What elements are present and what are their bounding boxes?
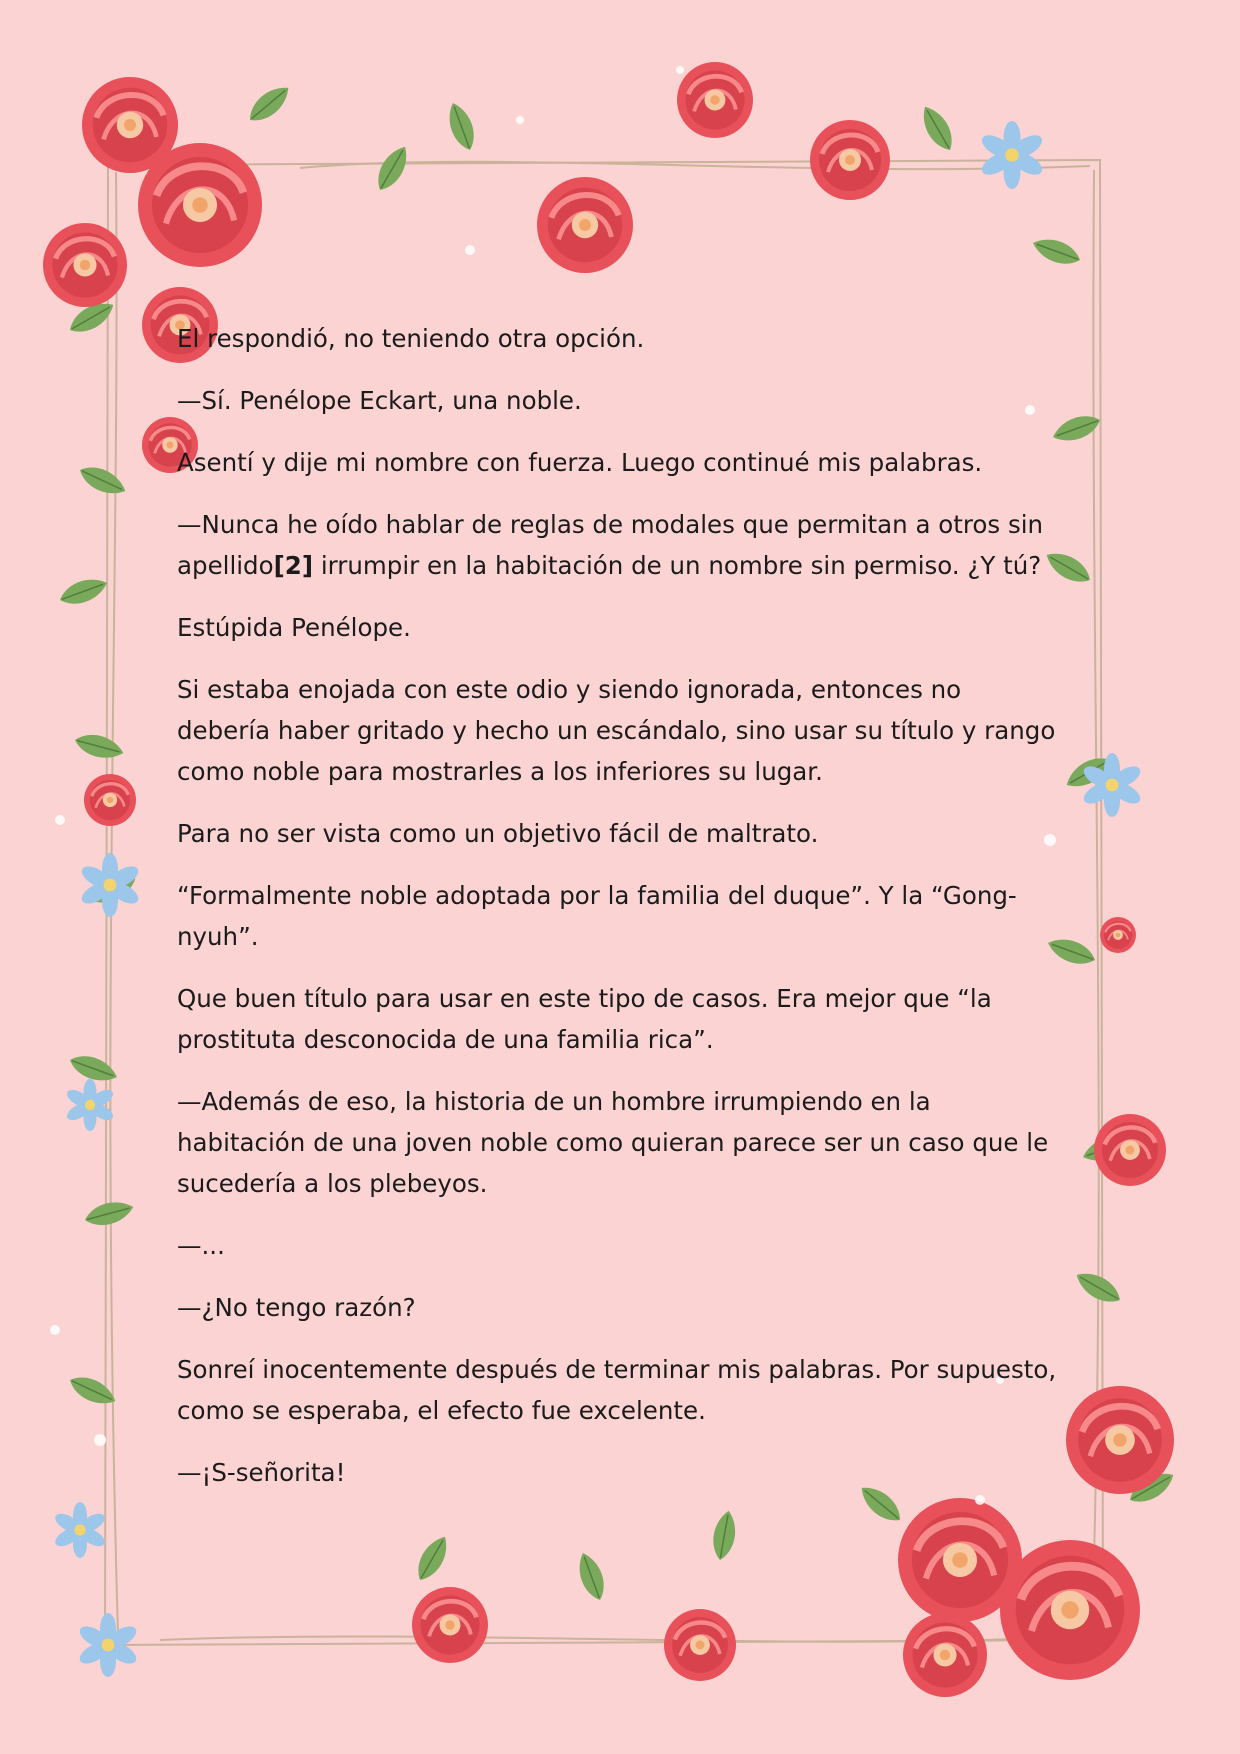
paragraph: —Sí. Penélope Eckart, una noble. bbox=[177, 386, 582, 415]
paragraph: Para no ser vista como un objetivo fácil de maltrato. bbox=[177, 819, 819, 848]
paragraph: —¡S-señorita! bbox=[177, 1458, 346, 1487]
paragraph: Si estaba enojada con este odio y siendo ignorada, entonces no debería haber gritado y hecho un escándalo, sino usar su título y rango como noble para mostrarles a los inferiores su lugar. bbox=[177, 675, 1056, 786]
paragraph bbox=[177, 504, 1057, 586]
paragraph: El respondió, no teniendo otra opción. bbox=[177, 324, 645, 353]
paragraph: “Formalmente noble adoptada por la familia del duque”. Y la “Gong-nyuh”. bbox=[177, 881, 1017, 951]
paragraph: Asentí y dije mi nombre con fuerza. Luego continué mis palabras. bbox=[177, 448, 983, 477]
paragraph: —Además de eso, la historia de un hombre irrumpiendo en la habitación de una joven noble como quieran parece ser un caso que le sucedería a los plebeyos. bbox=[177, 1087, 1049, 1198]
paragraph: —... bbox=[177, 1231, 225, 1260]
paragraph: Estúpida Penélope. bbox=[177, 613, 411, 642]
paragraph-text: irrumpir en la habitación de un nombre sin permiso. ¿Y tú? bbox=[313, 551, 1042, 580]
footnote-reference-link[interactable]: [2] bbox=[273, 551, 314, 580]
paragraph: Que buen título para usar en este tipo de casos. Era mejor que “la prostituta desconocida de una familia rica”. bbox=[177, 984, 992, 1054]
paragraph: Sonreí inocentemente después de terminar mis palabras. Por supuesto, como se esperaba, el efecto fue excelente. bbox=[177, 1355, 1057, 1425]
document-body bbox=[177, 318, 1057, 1514]
paragraph-text: —Nunca he oído hablar de reglas de modales que permitan a otros sin apellido bbox=[177, 510, 1044, 580]
paragraph: —¿No tengo razón? bbox=[177, 1293, 416, 1322]
